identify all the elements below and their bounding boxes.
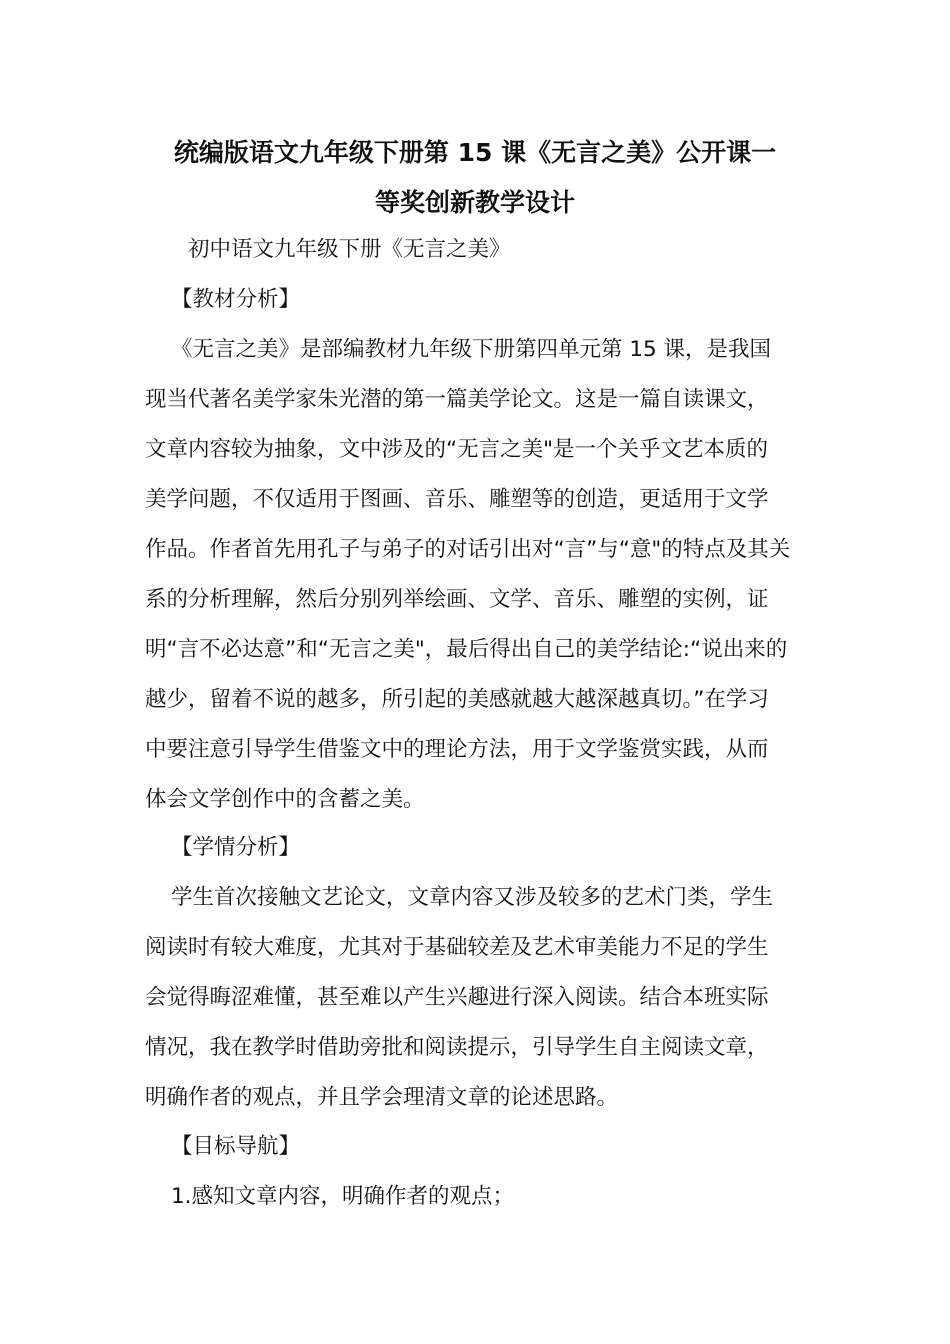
subtitle: 初中语文九年级下册《无言之美》 [188, 237, 511, 262]
paragraph-line: 越少，留着不说的越多，所引起的美感就越大越深越真切。”在学习 [145, 687, 769, 712]
document-title [145, 128, 805, 228]
section-heading-goals: 【目标导航】 [171, 1134, 301, 1159]
paragraph-line: 明“言不必达意”和“无言之美"，最后得出自己的美学结论:“说出来的 [145, 637, 788, 662]
section-heading-textbook-analysis: 【教材分析】 [171, 287, 301, 312]
paragraph-line: 现当代著名美学家朱光潜的第一篇美学论文。这是一篇自读课文， [145, 387, 769, 412]
paragraph-line: 会觉得晦涩难懂，甚至难以产生兴趣进行深入阅读。结合本班实际 [145, 985, 769, 1010]
paragraph-line: 系的分析理解，然后分别列举绘画、文学、音乐、雕塑的实例，证 [145, 587, 769, 612]
paragraph-line: 体会文学创作中的含蓄之美。 [145, 787, 425, 812]
paragraph-line: 情况，我在教学时借助旁批和阅读提示，引导学生自主阅读文章， [145, 1035, 769, 1060]
paragraph-line: 阅读时有较大难度，尤其对于基础较差及艺术审美能力不足的学生 [145, 935, 769, 960]
title-line-1: 统编版语文九年级下册第 15 课《无言之美》公开课一 [173, 138, 777, 167]
paragraph-line: 学生首次接触文艺论文，文章内容又涉及较多的艺术门类，学生 [171, 885, 774, 910]
paragraph-line: 作品。作者首先用孔子与弟子的对话引出对“言”与“意"的特点及其关 [145, 537, 791, 562]
paragraph-line: 文章内容较为抽象，文中涉及的“无言之美"是一个关乎文艺本质的 [145, 437, 769, 462]
section-heading-student-analysis: 【学情分析】 [171, 835, 301, 860]
paragraph-line: 《无言之美》是部编教材九年级下册第四单元第 15 课，是我国 [171, 337, 772, 362]
paragraph-line: 中要注意引导学生借鉴文中的理论方法，用于文学鉴赏实践，从而 [145, 737, 769, 762]
title-line-2: 等奖创新教学设计 [374, 188, 575, 217]
paragraph-line: 明确作者的观点，并且学会理清文章的论述思路。 [145, 1085, 619, 1110]
paragraph-line: 美学问题，不仅适用于图画、音乐、雕塑等的创造，更适用于文学 [145, 487, 769, 512]
goal-item: 1.感知文章内容，明确作者的观点； [171, 1184, 515, 1209]
